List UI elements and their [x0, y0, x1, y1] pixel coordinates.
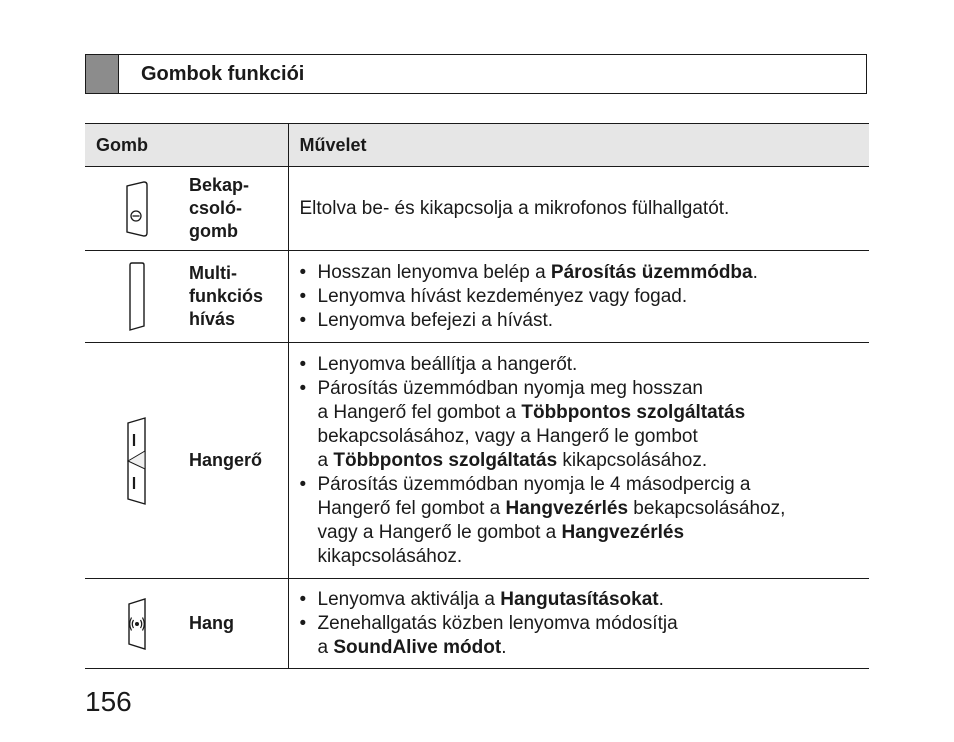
button-functions-table [85, 123, 869, 669]
button-cell [85, 167, 288, 251]
list-item: • Párosítás üzemmódban nyomja meg hosszan a Hangerő fel gombot a Többpontos szolgáltatás bekapcsolásához, vagy a Hangerő le gombot a Többpontos szolgáltatás kikapcsolásához. [300, 377, 870, 473]
button-name: Hang [189, 613, 234, 633]
button-name: Multi- funkciós hívás [189, 263, 264, 329]
list-item: • Lenyomva befejezi a hívást. [300, 309, 870, 333]
list-item: • Lenyomva aktiválja a Hangutasításokat. [300, 588, 870, 612]
power-switch-icon [85, 180, 189, 238]
page-number: 156 [85, 686, 132, 717]
section-marker [86, 55, 119, 93]
list-item: • Párosítás üzemmódban nyomja le 4 másodpercig a Hangerő fel gombot a Hangvezérlés bekapcsolásához, vagy a Hangerő le gombot a Hangvezérlés kikapcsolásához. [300, 473, 870, 569]
button-cell [85, 251, 288, 343]
table-row [85, 167, 869, 251]
table-header-row [85, 124, 869, 167]
operation-list [300, 353, 870, 569]
sound-button-icon [85, 598, 189, 650]
button-name: Hangerő [189, 450, 263, 470]
section-title: Gombok funkciói [141, 62, 305, 85]
table-row [85, 579, 869, 669]
table-row [85, 251, 869, 343]
header-operation: Művelet [288, 124, 869, 167]
section-header [85, 54, 867, 94]
list-item: • Zenehallgatás közben lenyomva módosítja a SoundAlive módot. [300, 612, 870, 660]
operation-cell [288, 251, 869, 343]
header-button: Gomb [85, 124, 288, 167]
volume-rocker-icon [85, 417, 189, 505]
button-name: Bekap- csoló- gomb [189, 175, 250, 241]
operation-text: Eltolva be- és kikapcsolja a mikrofonos fülhallgatót. [299, 197, 730, 219]
list-item: • Lenyomva hívást kezdeményez vagy fogad. [300, 285, 870, 309]
operation-cell [288, 579, 869, 669]
table-row [85, 343, 869, 579]
list-item: • Lenyomva beállítja a hangerőt. [300, 353, 870, 377]
list-item: • Hosszan lenyomva belép a Párosítás üzemmódba. [300, 261, 870, 285]
operation-list [300, 588, 870, 660]
operation-cell [288, 343, 869, 579]
button-cell [85, 579, 288, 669]
button-cell [85, 343, 288, 579]
operation-cell [288, 167, 869, 251]
operation-list [300, 261, 870, 333]
multifunction-button-icon [85, 262, 189, 332]
